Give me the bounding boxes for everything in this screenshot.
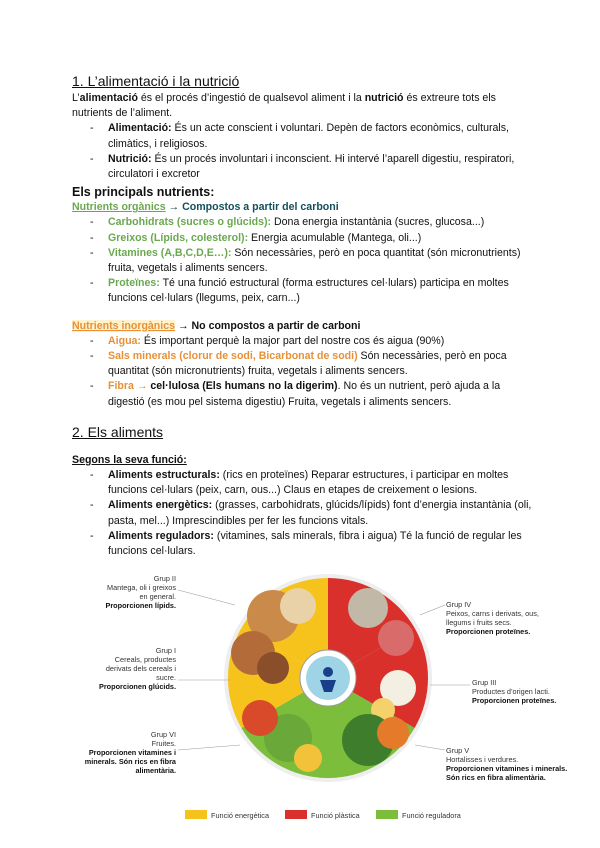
food-function-list [72, 468, 532, 559]
legend-label-plastic: Funció plàstica [311, 811, 360, 820]
definition-list [72, 121, 532, 182]
function-subtitle: Segons la seva funció: [72, 453, 187, 466]
inorganic-list [72, 334, 532, 410]
list-item: - Alimentació: És un acte conscient i voluntari. Depèn de factors econòmics, culturals, climàtics, i religiosos. [90, 122, 509, 150]
legend-label-regulatory: Funció reguladora [402, 811, 461, 820]
list-item: - Proteïnes: Té una funció estructural (forma estructures cel·lulars) participa en moltes funcions cel·lulars (llegums, peix, carn...) [90, 277, 509, 305]
list-item: - Sals minerals (clorur de sodi, Bicarbonat de sodi) Són necessàries, però en poca quantitat (són micronutrients) fruita, vegetals i aliments sencers. [90, 350, 507, 378]
legend-swatch-regulatory [376, 810, 398, 819]
section1-title: 1. L’alimentació i la nutrició [72, 73, 240, 89]
organic-list [72, 215, 532, 306]
legend-label-energetic: Funció energètica [211, 811, 270, 820]
list-item: - Fibra → cel·lulosa (Els humans no la digerim). No és un nutrient, però ajuda a la digestió (es mou pel sistema digestiu) Fruita, vegetals i aliments sencers. [90, 380, 501, 408]
list-item: - Aliments estructurals: (rics en proteïnes) Reparar estructures, i participar en moltes funcions cel·lulars (peix, carn, ous...) Claus en etapes de creixement o lesions. [90, 469, 509, 497]
document-content [72, 72, 532, 559]
list-item: - Aigua: És important perquè la major part del nostre cos és aigua (90%) [90, 334, 445, 347]
list-item: - Aliments reguladors: (vitamines, sals minerals, fibra i aigua) Té la funció de regular les funcions cel·lulars. [90, 529, 522, 558]
list-item: - Nutrició: És un procés involuntari i inconscient. Hi intervé l’aparell digestiu, respiratori, circulatori i excretor [90, 152, 515, 181]
organic-heading: Nutrients orgànics → Compostos a partir del carboni [72, 201, 339, 214]
food-wheel-figure [80, 570, 578, 826]
list-item: - Carbohidrats (sucres o glúcids): Dona energia instantània (sucres, glucosa...) [90, 216, 485, 229]
nutrients-heading: Els principals nutrients: [72, 185, 215, 200]
group-6-label: Grup VI Fruites. Proporcionen vitamines i minerals. Són rics en fibra alimentària. [84, 730, 176, 775]
list-item: - Aliments energètics: (grasses, carbohidrats, glúcids/lípids) font d’energia instantània (oli, pasta, mel...) Imprescindibles per fer les funcions vitals. [90, 499, 532, 527]
list-item: - Vitamines (A,B,C,D,E…): Són necessàries, però en poca quantitat (són micronutrients) fruita, vegetals i aliments sencers. [90, 246, 521, 275]
group-2-label: Grup II Mantega, oli i greixos en general. Proporcionen lípids. [105, 574, 176, 610]
group-3-label: Grup III Productes d’origen lacti. Proporcionen proteïnes. [472, 678, 557, 705]
group-5-label: Grup V Hortalisses i verdures. Proporcionen vitamines i minerals. Són rics en fibra alimentària. [446, 746, 568, 782]
group-1-label: Grup I Cereals, productes derivats dels cereals i sucre. Proporcionen glúcids. [98, 646, 176, 691]
legend-swatch-plastic [285, 810, 307, 819]
section2-title: 2. Els aliments [72, 423, 164, 440]
inorganic-heading: Nutrients inorgànics → No compostos a partir de carboni [72, 319, 361, 332]
group-4-label: Grup IV Peixos, carns i derivats, ous, llegums i fruits secs. Proporcionen proteïnes. [446, 600, 539, 636]
intro-paragraph: L’alimentació és el procés d’ingestió de qualsevol aliment i la nutrició és extreure tots els nutrients de l’aliment. [72, 92, 496, 120]
list-item: - Greixos (Lípids, colesterol): Energia acumulable (Mantega, oli...) [90, 231, 422, 244]
legend-swatch-energetic [185, 810, 207, 819]
